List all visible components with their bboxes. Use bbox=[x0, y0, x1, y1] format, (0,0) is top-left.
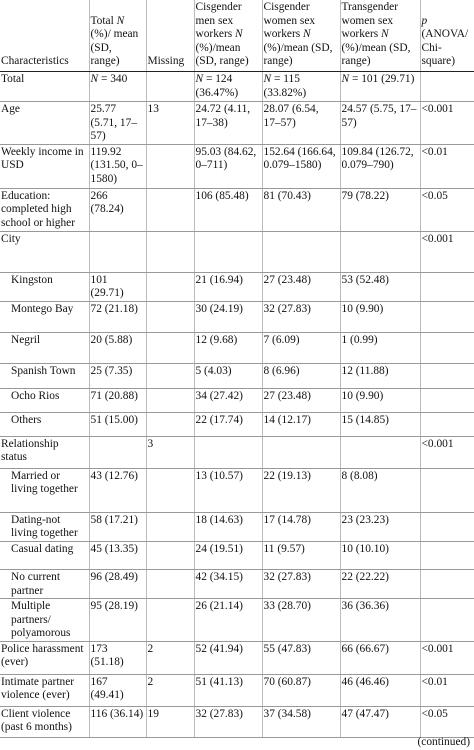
p-value-cell: <0.001 bbox=[420, 101, 474, 144]
cis-women-cell: 22 (19.13) bbox=[262, 468, 340, 512]
table-row bbox=[0, 272, 474, 301]
trans-women-cell: 1 (0.99) bbox=[340, 332, 420, 363]
total-cell: 173 (51.18) bbox=[89, 641, 146, 674]
missing-cell bbox=[146, 363, 194, 388]
row-label: Negril bbox=[0, 332, 89, 363]
trans-women-cell: 15 (14.85) bbox=[340, 412, 420, 436]
trans-women-cell: 12 (11.88) bbox=[340, 363, 420, 388]
cis-men-cell: 13 (10.57) bbox=[194, 468, 262, 512]
cis-men-cell: 30 (24.19) bbox=[194, 301, 262, 332]
row-label: Others bbox=[0, 412, 89, 436]
row-label: Kingston bbox=[0, 272, 89, 301]
missing-cell bbox=[146, 512, 194, 541]
cis-women-cell bbox=[262, 436, 340, 468]
table-row bbox=[0, 231, 474, 272]
table-row bbox=[0, 363, 474, 388]
total-cell: 266 (78.24) bbox=[89, 188, 146, 231]
row-label: Age bbox=[0, 101, 89, 144]
missing-cell bbox=[146, 468, 194, 512]
row-label: Ocho Rios bbox=[0, 388, 89, 412]
table-row bbox=[0, 569, 474, 598]
total-cell bbox=[89, 436, 146, 468]
total-cell: 58 (17.21) bbox=[89, 512, 146, 541]
cis-women-cell: 7 (6.09) bbox=[262, 332, 340, 363]
trans-women-cell: 10 (10.10) bbox=[340, 541, 420, 569]
p-value-cell bbox=[420, 412, 474, 436]
total-cell: 20 (5.88) bbox=[89, 332, 146, 363]
p-value-cell: <0.001 bbox=[420, 436, 474, 468]
p-value-cell: <0.05 bbox=[420, 706, 474, 737]
header-p-value: p (ANOVA/ Chi-square) bbox=[420, 0, 474, 71]
total-cell: 43 (12.76) bbox=[89, 468, 146, 512]
missing-cell: 3 bbox=[146, 436, 194, 468]
cis-women-cell: N = 115 (33.82%) bbox=[262, 71, 340, 101]
header-cis-women: Cisgender women sex workers N (%)/mean (SD, range) bbox=[262, 0, 340, 71]
cis-men-cell: 42 (34.15) bbox=[194, 569, 262, 598]
cis-men-cell: 24.72 (4.11, 17–38) bbox=[194, 101, 262, 144]
missing-cell bbox=[146, 388, 194, 412]
p-value-cell: <0.01 bbox=[420, 674, 474, 706]
cis-men-cell bbox=[194, 231, 262, 272]
table-row bbox=[0, 641, 474, 674]
table-row bbox=[0, 468, 474, 512]
cis-women-cell: 55 (47.83) bbox=[262, 641, 340, 674]
total-cell: 25.77 (5.71, 17–57) bbox=[89, 101, 146, 144]
header-row bbox=[0, 0, 474, 71]
cis-women-cell: 81 (70.43) bbox=[262, 188, 340, 231]
total-cell bbox=[89, 231, 146, 272]
cis-men-cell: 51 (41.13) bbox=[194, 674, 262, 706]
row-label: Client violence (past 6 months) bbox=[0, 706, 89, 737]
row-label: Total bbox=[0, 71, 89, 101]
cis-men-cell: N = 124 (36.47%) bbox=[194, 71, 262, 101]
trans-women-cell bbox=[340, 231, 420, 272]
total-cell: 119.92 (131.50, 0–1580) bbox=[89, 144, 146, 188]
cis-women-cell: 70 (60.87) bbox=[262, 674, 340, 706]
row-label: Dating-not living together bbox=[0, 512, 89, 541]
cis-men-cell: 5 (4.03) bbox=[194, 363, 262, 388]
cis-men-cell bbox=[194, 436, 262, 468]
cis-women-cell: 32 (27.83) bbox=[262, 301, 340, 332]
cis-women-cell: 27 (23.48) bbox=[262, 388, 340, 412]
row-label: City bbox=[0, 231, 89, 272]
missing-cell bbox=[146, 412, 194, 436]
row-label: Education: completed high school or higher bbox=[0, 188, 89, 231]
continued-note: (continued) bbox=[417, 736, 470, 748]
cis-men-cell: 32 (27.83) bbox=[194, 706, 262, 737]
cis-men-cell: 34 (27.42) bbox=[194, 388, 262, 412]
total-cell: 72 (21.18) bbox=[89, 301, 146, 332]
row-label: Intimate partner violence (ever) bbox=[0, 674, 89, 706]
p-value-cell bbox=[420, 569, 474, 598]
table-row bbox=[0, 188, 474, 231]
table-row bbox=[0, 101, 474, 144]
trans-women-cell: 53 (52.48) bbox=[340, 272, 420, 301]
cis-women-cell: 8 (6.96) bbox=[262, 363, 340, 388]
trans-women-cell bbox=[340, 436, 420, 468]
cis-men-cell: 21 (16.94) bbox=[194, 272, 262, 301]
missing-cell: 2 bbox=[146, 674, 194, 706]
table-row bbox=[0, 71, 474, 101]
cis-women-cell: 37 (34.58) bbox=[262, 706, 340, 737]
table-row bbox=[0, 706, 474, 737]
missing-cell bbox=[146, 332, 194, 363]
p-value-cell bbox=[420, 71, 474, 101]
p-value-cell bbox=[420, 363, 474, 388]
cis-women-cell: 32 (27.83) bbox=[262, 569, 340, 598]
trans-women-cell: 109.84 (126.72, 0.079–790) bbox=[340, 144, 420, 188]
cis-men-cell: 18 (14.63) bbox=[194, 512, 262, 541]
table-row bbox=[0, 436, 474, 468]
cis-men-cell: 12 (9.68) bbox=[194, 332, 262, 363]
p-value-cell bbox=[420, 541, 474, 569]
p-value-cell bbox=[420, 332, 474, 363]
cis-men-cell: 24 (19.51) bbox=[194, 541, 262, 569]
cis-men-cell: 95.03 (84.62, 0–711) bbox=[194, 144, 262, 188]
trans-women-cell: 10 (9.90) bbox=[340, 301, 420, 332]
total-cell: 116 (36.14) bbox=[89, 706, 146, 737]
cis-men-cell: 26 (21.14) bbox=[194, 599, 262, 642]
p-value-cell bbox=[420, 599, 474, 642]
total-cell: 167 (49.41) bbox=[89, 674, 146, 706]
cis-women-cell: 152.64 (166.64, 0.079–1580) bbox=[262, 144, 340, 188]
cis-women-cell: 33 (28.70) bbox=[262, 599, 340, 642]
trans-women-cell: 23 (23.23) bbox=[340, 512, 420, 541]
missing-cell bbox=[146, 569, 194, 598]
trans-women-cell: 8 (8.08) bbox=[340, 468, 420, 512]
trans-women-cell: 47 (47.47) bbox=[340, 706, 420, 737]
header-total: Total N (%)/ mean (SD, range) bbox=[89, 0, 146, 71]
header-missing: Missing bbox=[146, 0, 194, 71]
row-label: Relationship status bbox=[0, 436, 89, 468]
p-value-cell bbox=[420, 512, 474, 541]
trans-women-cell: N = 101 (29.71) bbox=[340, 71, 420, 101]
missing-cell bbox=[146, 272, 194, 301]
cis-women-cell: 17 (14.78) bbox=[262, 512, 340, 541]
table-row bbox=[0, 301, 474, 332]
p-value-cell bbox=[420, 388, 474, 412]
table-body bbox=[0, 71, 474, 737]
row-label: Spanish Town bbox=[0, 363, 89, 388]
missing-cell bbox=[146, 188, 194, 231]
table-row bbox=[0, 512, 474, 541]
missing-cell bbox=[146, 301, 194, 332]
total-cell: 51 (15.00) bbox=[89, 412, 146, 436]
table-row bbox=[0, 541, 474, 569]
total-cell: 96 (28.49) bbox=[89, 569, 146, 598]
row-label: No current partner bbox=[0, 569, 89, 598]
row-label: Weekly income in USD bbox=[0, 144, 89, 188]
trans-women-cell: 79 (78.22) bbox=[340, 188, 420, 231]
total-cell: 25 (7.35) bbox=[89, 363, 146, 388]
cis-men-cell: 52 (41.94) bbox=[194, 641, 262, 674]
header-cis-men: Cisgender men sex workers N (%)/mean (SD, range) bbox=[194, 0, 262, 71]
row-label: Montego Bay bbox=[0, 301, 89, 332]
cis-women-cell: 27 (23.48) bbox=[262, 272, 340, 301]
p-value-cell bbox=[420, 468, 474, 512]
table-row bbox=[0, 412, 474, 436]
trans-women-cell: 24.57 (5.75, 17–57) bbox=[340, 101, 420, 144]
missing-cell bbox=[146, 231, 194, 272]
trans-women-cell: 10 (9.90) bbox=[340, 388, 420, 412]
total-cell: N = 340 bbox=[89, 71, 146, 101]
cis-men-cell: 106 (85.48) bbox=[194, 188, 262, 231]
p-value-cell: <0.05 bbox=[420, 188, 474, 231]
header-characteristics: Characteristics bbox=[0, 0, 89, 71]
missing-cell: 2 bbox=[146, 641, 194, 674]
p-value-cell: <0.001 bbox=[420, 231, 474, 272]
row-label: Multiple partners/ polyamorous bbox=[0, 599, 89, 642]
table-row bbox=[0, 599, 474, 642]
p-value-cell bbox=[420, 272, 474, 301]
total-cell: 95 (28.19) bbox=[89, 599, 146, 642]
cis-women-cell: 11 (9.57) bbox=[262, 541, 340, 569]
missing-cell: 19 bbox=[146, 706, 194, 737]
missing-cell bbox=[146, 71, 194, 101]
trans-women-cell: 36 (36.36) bbox=[340, 599, 420, 642]
missing-cell bbox=[146, 599, 194, 642]
table-row bbox=[0, 388, 474, 412]
table-row bbox=[0, 144, 474, 188]
p-value-cell: <0.001 bbox=[420, 641, 474, 674]
table-row bbox=[0, 674, 474, 706]
cis-men-cell: 22 (17.74) bbox=[194, 412, 262, 436]
missing-cell bbox=[146, 541, 194, 569]
trans-women-cell: 66 (66.67) bbox=[340, 641, 420, 674]
header-trans-women: Transgender women sex workers N (%)/mean (SD, range) bbox=[340, 0, 420, 71]
cis-women-cell bbox=[262, 231, 340, 272]
missing-cell bbox=[146, 144, 194, 188]
total-cell: 101 (29.71) bbox=[89, 272, 146, 301]
total-cell: 71 (20.88) bbox=[89, 388, 146, 412]
cis-women-cell: 28.07 (6.54, 17–57) bbox=[262, 101, 340, 144]
row-label: Police harassment (ever) bbox=[0, 641, 89, 674]
cis-women-cell: 14 (12.17) bbox=[262, 412, 340, 436]
row-label: Married or living together bbox=[0, 468, 89, 512]
row-label: Casual dating bbox=[0, 541, 89, 569]
total-cell: 45 (13.35) bbox=[89, 541, 146, 569]
trans-women-cell: 22 (22.22) bbox=[340, 569, 420, 598]
missing-cell: 13 bbox=[146, 101, 194, 144]
trans-women-cell: 46 (46.46) bbox=[340, 674, 420, 706]
p-value-cell: <0.01 bbox=[420, 144, 474, 188]
table-row bbox=[0, 332, 474, 363]
p-value-cell bbox=[420, 301, 474, 332]
